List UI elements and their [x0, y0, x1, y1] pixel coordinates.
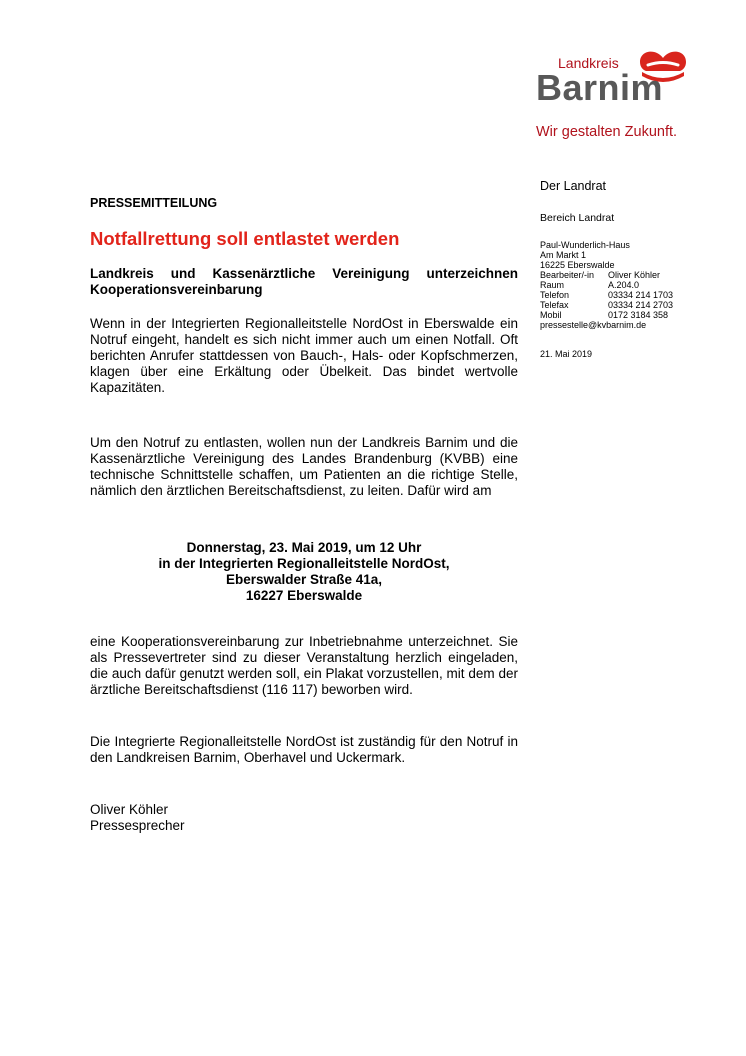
contact-label: Telefax	[540, 300, 569, 310]
event-line-date: Donnerstag, 23. Mai 2019, um 12 Uhr	[186, 540, 422, 555]
contact-row	[540, 290, 673, 300]
signature-role: Pressesprecher	[90, 818, 185, 833]
sender-address-block	[540, 240, 673, 330]
address-line: Paul-Wunderlich-Haus	[540, 240, 630, 250]
paragraph-3: eine Kooperationsvereinbarung zur Inbetriebnahme unterzeichnet. Sie als Pressevertreter sind zu dieser Veranstaltung herzlich eingeladen, die auch dafür genutzt werden soll, ein Plakat vorzustellen, mit dem der ärztliche Bereitschaftsdienst (116 117) beworben wird.	[90, 634, 518, 697]
contact-label: Raum	[540, 280, 565, 290]
contact-row	[540, 280, 673, 290]
contact-label: Bearbeiter/-in	[540, 270, 595, 280]
logo-landkreis-text: Landkreis	[558, 55, 619, 71]
paragraph-4: Die Integrierte Regionalleitstelle NordOst ist zuständig für den Notruf in den Landkreisen Barnim, Oberhavel und Uckermark.	[90, 734, 518, 765]
sender-department: Bereich Landrat	[540, 212, 615, 224]
signature	[90, 802, 518, 834]
signature-name: Oliver Köhler	[90, 802, 169, 817]
event-details	[90, 540, 518, 604]
contact-value: A.204.0	[608, 280, 640, 290]
contact-value: Oliver Köhler	[608, 270, 661, 280]
release-date: 21. Mai 2019	[540, 349, 593, 359]
address-line: Am Markt 1	[540, 250, 587, 260]
landkreis-barnim-logo	[536, 50, 696, 150]
contact-value: 0172 3184 358	[608, 310, 669, 320]
contact-value: 03334 214 1703	[608, 290, 674, 300]
contact-value: 03334 214 2703	[608, 300, 674, 310]
contact-email: pressestelle@kvbarnim.de	[540, 320, 647, 330]
press-release-kicker: PRESSEMITTEILUNG	[90, 196, 218, 210]
address-line: 16225 Eberswalde	[540, 260, 615, 270]
paragraph-2: Um den Notruf zu entlasten, wollen nun der Landkreis Barnim und die Kassenärztliche Vereinigung des Landes Brandenburg (KVBB) eine technische Schnittstelle schaffen, um Patienten an die richtige Stelle, nämlich den ärztlichen Bereitschaftsdienst, zu leiten. Dafür wird am	[90, 435, 518, 498]
headline: Notfallrettung soll entlastet werden	[90, 228, 400, 249]
contact-row	[540, 300, 673, 310]
contact-label: Mobil	[540, 310, 562, 320]
logo-slogan: Wir gestalten Zukunft.	[536, 124, 678, 140]
sender-title: Der Landrat	[540, 179, 607, 193]
event-line-street: Eberswalder Straße 41a,	[225, 572, 383, 587]
contact-row	[540, 270, 673, 280]
paragraph-1: Wenn in der Integrierten Regionalleitstelle NordOst in Eberswalde ein Notruf eingeht, handelt es sich nicht immer auch um einen Notfall. Oft berichten Anrufer stattdessen von Bauch-, Hals- oder Kopfschmerzen, klagen über eine Erkältung oder Übelkeit. Das bindet wertvolle Kapazitäten.	[90, 316, 518, 395]
contact-row	[540, 310, 673, 320]
event-line-city: 16227 Eberswalde	[245, 588, 363, 603]
contact-label: Telefon	[540, 290, 570, 300]
subheadline: Landkreis und Kassenärztliche Vereinigung unterzeichnen Kooperationsvereinbarung	[90, 266, 518, 297]
logo-barnim-text: Barnim	[536, 67, 664, 108]
event-line-place: in der Integrierten Regionalleitstelle NordOst,	[158, 556, 450, 571]
